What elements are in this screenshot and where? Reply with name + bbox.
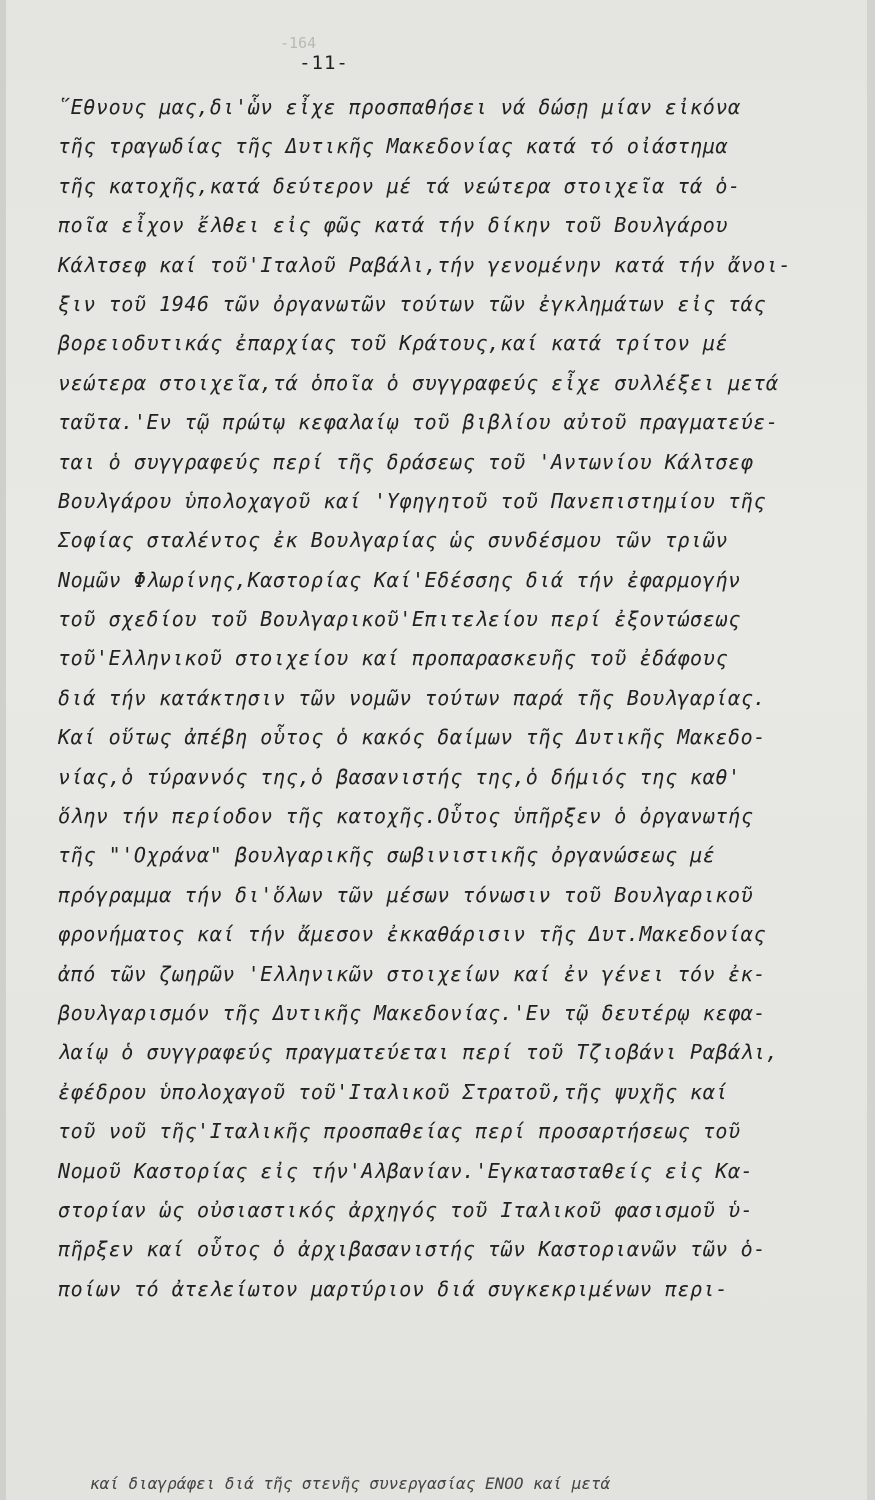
- text-line: στορίαν ὡς οὐσιαστικός ἀρχηγός τοῦ Ιταλικοῦ φασισμοῦ ὑ-: [58, 1197, 754, 1222]
- page-number: -11-: [299, 52, 349, 74]
- text-line: τοῦ'Ελληνικοῦ στοιχείου καί προπαρασκευῆς τοῦ ἐδάφους: [58, 646, 728, 671]
- text-line: διά τήν κατάκτησιν τῶν νομῶν τούτων παρά τῆς Βουλγαρίας.: [58, 685, 766, 710]
- text-line: φρονήματος καί τήν ἄμεσον ἐκκαθάρισιν τῆς Δυτ.Μακεδονίας: [58, 922, 766, 947]
- text-line: πρόγραμμα τήν δι'ὅλων τῶν μέσων τόνωσιν τοῦ Βουλγαρικοῦ: [58, 882, 754, 907]
- text-line: ἐφέδρου ὑπολοχαγοῦ τοῦ'Ιταλικοῦ Στρατοῦ,τῆς ψυχῆς καί: [58, 1079, 728, 1104]
- text-line: λαίῳ ὁ συγγραφεύς πραγματεύεται περί τοῦ Τζιοβάνι Ραβάλι,: [58, 1040, 779, 1065]
- cut-off-footer-line: καί διαγράφει διά τῆς στενῆς συνεργασίας ΕΝΟΟ καί μετά: [90, 1474, 611, 1493]
- text-line: νίας,ὁ τύραννός της,ὁ βασανιστής της,ὁ δήμιός της καθ': [58, 764, 741, 789]
- text-line: βορειοδυτικάς ἐπαρχίας τοῦ Κράτους,καί κατά τρίτον μέ: [58, 331, 728, 356]
- ghost-page-number: -164: [280, 34, 317, 52]
- text-line: τοῦ σχεδίου τοῦ Βουλγαρικοῦ'Επιτελείου περί ἐξοντώσεως: [58, 607, 741, 632]
- text-line: νεώτερα στοιχεῖα,τά ὁποῖα ὁ συγγραφεύς εἶχε συλλέξει μετά: [58, 370, 779, 395]
- text-line: ται ὁ συγγραφεύς περί τῆς δράσεως τοῦ 'Αντωνίου Κάλτσεφ: [58, 449, 754, 474]
- left-page-edge: [0, 0, 6, 1500]
- text-line: Βουλγάρου ὑπολοχαγοῦ καί 'Υφηγητοῦ τοῦ Πανεπιστημίου τῆς: [58, 488, 766, 513]
- text-line: πῆρξεν καί οὗτος ὁ ἀρχιβασανιστής τῶν Καστοριανῶν τῶν ὁ-: [58, 1237, 766, 1262]
- text-line: τοῦ νοῦ τῆς'Ιταλικῆς προσπαθείας περί προσαρτήσεως τοῦ: [58, 1119, 741, 1144]
- text-line: ταῦτα.'Εν τῷ πρώτῳ κεφαλαίῳ τοῦ βιβλίου αὐτοῦ πραγματεύε-: [58, 410, 779, 435]
- text-line: τῆς "'Οχράνα" βουλγαρικῆς σωβινιστικῆς ὀργανώσεως μέ: [58, 843, 716, 868]
- text-line: Καί οὕτως ἀπέβη οὗτος ὁ κακός δαίμων τῆς Δυτικῆς Μακεδο-: [58, 725, 766, 750]
- text-line: ποίων τό ἀτελείωτον μαρτύριον διά συγκεκριμένων περι-: [58, 1276, 728, 1301]
- text-line: Νομοῦ Καστορίας εἰς τήν'Αλβανίαν.'Εγκατασταθείς εἰς Κα-: [58, 1158, 754, 1183]
- text-line: ξιν τοῦ 1946 τῶν ὀργανωτῶν τούτων τῶν ἐγκλημάτων εἰς τάς: [58, 291, 766, 316]
- text-line: ῞Εθνους μας,δι'ὧν εἶχε προσπαθήσει νά δώσῃ μίαν εἰκόνα: [58, 95, 741, 119]
- text-line: τῆς κατοχῆς,κατά δεύτερον μέ τά νεώτερα στοιχεῖα τά ὁ-: [58, 173, 741, 198]
- text-line: Κάλτσεφ καί τοῦ'Ιταλοῦ Ραβάλι,τήν γενομένην κατά τήν ἄνοι-: [58, 252, 792, 277]
- text-line: βουλγαρισμόν τῆς Δυτικῆς Μακεδονίας.'Εν τῷ δευτέρῳ κεφα-: [58, 1000, 766, 1025]
- text-line: ἀπό τῶν ζωηρῶν 'Ελληνικῶν στοιχείων καί ἐν γένει τόν ἐκ-: [58, 961, 766, 986]
- text-line: ὅλην τήν περίοδον τῆς κατοχῆς.Οὗτος ὑπῆρξεν ὁ ὀργανωτής: [58, 804, 754, 829]
- text-line: τῆς τραγωδίας τῆς Δυτικῆς Μακεδονίας κατά τό οἰάστημα: [58, 134, 728, 159]
- text-line: ποῖα εἶχον ἔλθει εἰς φῶς κατά τήν δίκην τοῦ Βουλγάρου: [58, 213, 728, 238]
- right-page-edge: [867, 0, 875, 1500]
- text-line: Σοφίας σταλέντος ἐκ Βουλγαρίας ὡς συνδέσμου τῶν τριῶν: [58, 528, 728, 553]
- typed-body-text: [58, 88, 838, 1309]
- text-line: Νομῶν Φλωρίνης,Καστορίας Καί'Εδέσσης διά τήν ἐφαρμογήν: [58, 567, 741, 592]
